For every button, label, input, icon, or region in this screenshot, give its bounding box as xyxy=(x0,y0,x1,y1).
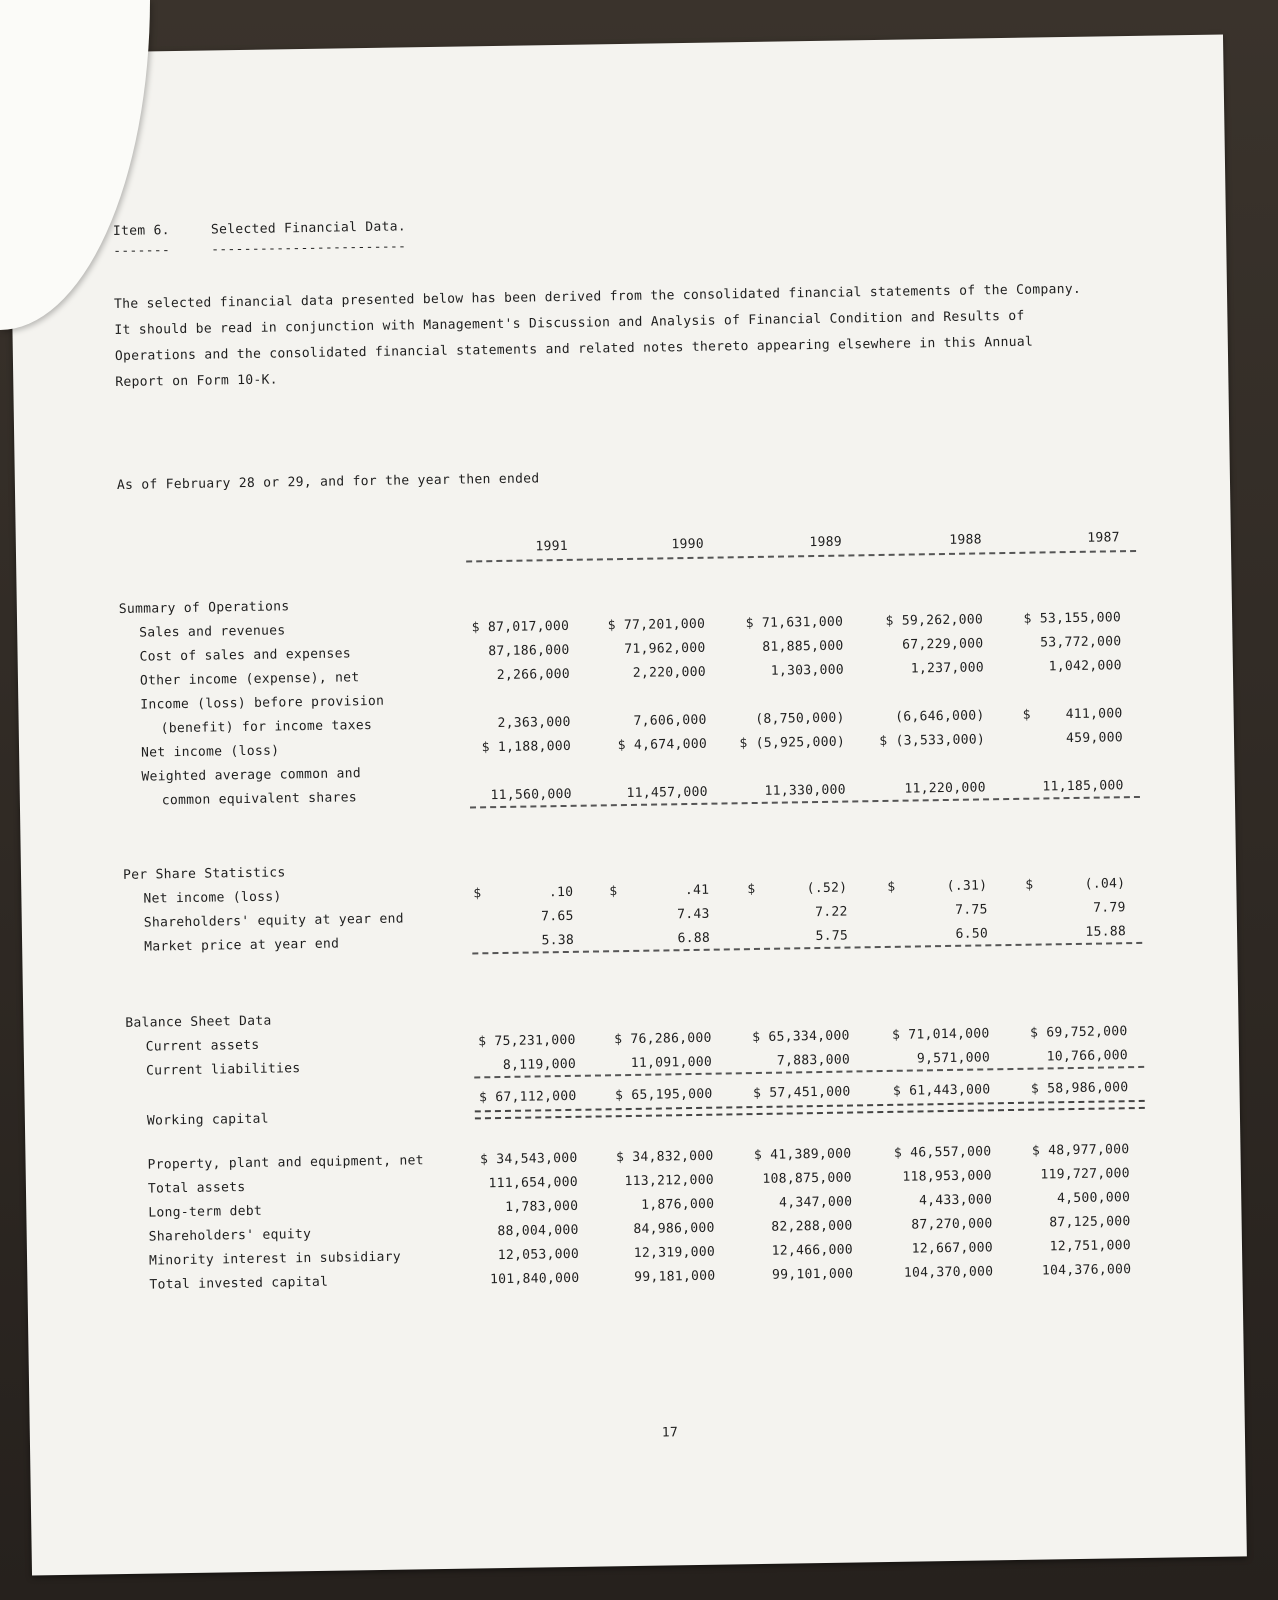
working-capital-value-1991: $ 67,112,000 xyxy=(478,1088,577,1106)
item-underline: ------- xyxy=(113,243,171,260)
cost-value-1987: 53,772,000 xyxy=(1040,634,1122,651)
market-price-value-1991: 5.38 xyxy=(541,932,575,949)
equity-per-share-value-1991: 7.65 xyxy=(541,908,574,925)
invested-capital-value-1990: 99,181,000 xyxy=(634,1268,716,1285)
equity-per-share-value-1990: 7.43 xyxy=(677,906,710,923)
document-page xyxy=(8,35,1247,1576)
weighted-shares-value-1987: 11,185,000 xyxy=(1042,778,1124,795)
label-market-price: Market price at year end xyxy=(144,936,340,955)
eps-dollar-1991: $ xyxy=(473,886,482,902)
label-cost: Cost of sales and expenses xyxy=(139,646,352,665)
other-income-value-1987: 1,042,000 xyxy=(1048,658,1122,675)
eps-value-1990: .41 xyxy=(684,882,710,899)
long-term-debt-value-1990: 1,876,000 xyxy=(641,1196,715,1213)
market-price-value-1989: 5.75 xyxy=(815,928,849,945)
current-liabilities-value-1991: 8,119,000 xyxy=(502,1056,577,1073)
equity-per-share-value-1988: 7.75 xyxy=(955,902,988,918)
shareholders-equity-value-1987: 87,125,000 xyxy=(1049,1214,1131,1231)
eps-dollar-1990: $ xyxy=(609,884,618,900)
label-net: Net income (loss) xyxy=(141,743,280,761)
label-equity-per-share: Shareholders' equity at year end xyxy=(143,911,404,931)
pretax-income-value-1989: (8,750,000) xyxy=(755,710,845,727)
shareholders-equity-value-1991: 88,004,000 xyxy=(497,1222,579,1240)
eps-value-1987: (.04) xyxy=(1084,876,1126,892)
summary-heading: Summary of Operations xyxy=(118,599,290,617)
eps-value-1991: .10 xyxy=(548,884,574,901)
intro-line-4: Report on Form 10-K. xyxy=(115,372,278,390)
ppe-value-1989: $ 41,389,000 xyxy=(753,1146,852,1164)
equity-per-share-value-1987: 7.79 xyxy=(1093,900,1126,916)
label-pretax-2: (benefit) for income taxes xyxy=(160,718,373,737)
intro-line-2: It should be read in conjunction with Management's Discussion and Analysis of Financial Condition and Results of xyxy=(114,308,1025,338)
minority-interest-value-1991: 12,053,000 xyxy=(497,1246,580,1264)
balance-heading: Balance Sheet Data xyxy=(125,1013,272,1031)
equity-per-share-value-1989: 7.22 xyxy=(815,904,848,921)
ppe-value-1991: $ 34,543,000 xyxy=(479,1150,578,1168)
sales-value-1988: $ 59,262,000 xyxy=(885,612,984,629)
market-price-value-1988: 6.50 xyxy=(955,926,989,942)
sales-value-1987: $ 53,155,000 xyxy=(1023,610,1122,627)
other-income-value-1989: 1,303,000 xyxy=(770,662,845,679)
sales-value-1989: $ 71,631,000 xyxy=(745,614,844,632)
long-term-debt-value-1987: 4,500,000 xyxy=(1056,1190,1131,1207)
current-assets-value-1990: $ 76,286,000 xyxy=(614,1030,712,1048)
pretax-income-value-1987: 411,000 xyxy=(1065,706,1123,723)
working-capital-value-1987: $ 58,986,000 xyxy=(1030,1080,1129,1097)
net-income-value-1987: 459,000 xyxy=(1066,730,1124,747)
label-working-capital: Working capital xyxy=(146,1111,269,1129)
eps-value-1988: (.31) xyxy=(946,878,988,894)
shareholders-equity-value-1988: 87,270,000 xyxy=(911,1216,993,1233)
current-assets-value-1991: $ 75,231,000 xyxy=(478,1032,576,1050)
cost-value-1989: 81,885,000 xyxy=(762,638,844,655)
sales-value-1991: $ 87,017,000 xyxy=(471,618,570,636)
weighted-shares-value-1989: 11,330,000 xyxy=(764,782,846,799)
pretax-income-value-1988: (6,646,000) xyxy=(895,708,985,725)
cost-value-1990: 71,962,000 xyxy=(624,640,706,658)
pretax-income-value-1990: 7,606,000 xyxy=(633,712,707,729)
label-shares-2: common equivalent shares xyxy=(161,790,358,809)
label-current-assets: Current assets xyxy=(145,1037,260,1055)
label-shares-1: Weighted average common and xyxy=(141,766,362,785)
shareholders-equity-value-1990: 84,986,000 xyxy=(633,1220,715,1237)
label-sales: Sales and revenues xyxy=(139,623,286,641)
current-assets-value-1988: $ 71,014,000 xyxy=(892,1026,990,1043)
pretax-income-value-1991: 2,363,000 xyxy=(497,714,571,732)
label-ppe: Property, plant and equipment, net xyxy=(147,1153,424,1173)
long-term-debt-value-1988: 4,433,000 xyxy=(918,1192,993,1209)
total-assets-value-1991: 111,654,000 xyxy=(488,1174,579,1192)
market-price-value-1990: 6.88 xyxy=(677,930,711,947)
current-liabilities-value-1987: 10,766,000 xyxy=(1046,1048,1129,1065)
label-shareholders-equity: Shareholders' equity xyxy=(148,1227,312,1245)
net-income-value-1989: $ (5,925,000) xyxy=(739,734,846,752)
invested-capital-value-1989: 99,101,000 xyxy=(772,1266,854,1283)
intro-line-1: The selected financial data presented below has been derived from the consolidated financial statements of the Company. xyxy=(113,281,1082,313)
net-income-value-1988: $ (3,533,000) xyxy=(879,732,986,750)
minority-interest-value-1990: 12,319,000 xyxy=(633,1244,716,1261)
sales-value-1990: $ 77,201,000 xyxy=(607,616,706,634)
year-header-1987: 1987 xyxy=(1087,530,1120,546)
per-share-heading: Per Share Statistics xyxy=(122,865,286,883)
ppe-value-1988: $ 46,557,000 xyxy=(893,1144,992,1161)
current-assets-value-1987: $ 69,752,000 xyxy=(1029,1024,1128,1041)
label-long-term-debt: Long-term debt xyxy=(148,1203,263,1221)
working-capital-value-1990: $ 65,195,000 xyxy=(614,1086,713,1104)
label-other: Other income (expense), net xyxy=(139,670,360,689)
shareholders-equity-value-1989: 82,288,000 xyxy=(771,1218,853,1235)
net-income-value-1990: $ 4,674,000 xyxy=(617,736,708,754)
year-header-1989: 1989 xyxy=(809,534,843,551)
long-term-debt-value-1989: 4,347,000 xyxy=(779,1194,853,1211)
current-liabilities-value-1988: 9,571,000 xyxy=(916,1050,991,1067)
minority-interest-value-1989: 12,466,000 xyxy=(771,1242,854,1259)
cost-value-1988: 67,229,000 xyxy=(902,636,984,653)
working-capital-value-1989: $ 57,451,000 xyxy=(752,1084,851,1102)
total-assets-value-1989: 108,875,000 xyxy=(762,1170,853,1187)
label-total-assets: Total assets xyxy=(147,1180,246,1197)
year-header-1990: 1990 xyxy=(671,536,705,553)
as-of-caption: As of February 28 or 29, and for the year then ended xyxy=(116,471,540,493)
market-price-value-1987: 15.88 xyxy=(1085,924,1127,940)
minority-interest-value-1988: 12,667,000 xyxy=(911,1240,994,1257)
other-income-value-1991: 2,266,000 xyxy=(496,666,571,684)
weighted-shares-value-1990: 11,457,000 xyxy=(626,784,708,802)
total-assets-value-1990: 113,212,000 xyxy=(624,1172,715,1190)
current-liabilities-value-1990: 11,091,000 xyxy=(630,1054,713,1071)
eps-dollar-1988: $ xyxy=(887,879,896,895)
ppe-value-1990: $ 34,832,000 xyxy=(615,1148,714,1166)
eps-dollar-1989: $ xyxy=(747,882,756,898)
net-dollar-1987: $ xyxy=(1022,707,1031,723)
year-header-1988: 1988 xyxy=(949,532,982,548)
other-income-value-1990: 2,220,000 xyxy=(632,664,707,681)
label-minority-interest: Minority interest in subsidiary xyxy=(148,1249,402,1269)
total-assets-value-1987: 119,727,000 xyxy=(1040,1166,1130,1183)
current-liabilities-value-1989: 7,883,000 xyxy=(776,1052,851,1069)
total-assets-value-1988: 118,953,000 xyxy=(902,1168,992,1185)
long-term-debt-value-1991: 1,783,000 xyxy=(505,1198,579,1215)
label-eps: Net income (loss) xyxy=(143,889,282,907)
invested-capital-value-1988: 104,370,000 xyxy=(903,1264,994,1281)
other-income-value-1988: 1,237,000 xyxy=(910,660,985,677)
label-invested-capital: Total invested capital xyxy=(149,1274,329,1293)
year-header-1991: 1991 xyxy=(535,538,569,555)
section-title: Selected Financial Data. xyxy=(210,219,407,238)
eps-dollar-1987: $ xyxy=(1025,877,1034,893)
page-number: 17 xyxy=(661,1425,679,1441)
invested-capital-value-1987: 104,376,000 xyxy=(1041,1262,1132,1279)
ppe-value-1987: $ 48,977,000 xyxy=(1031,1142,1130,1159)
label-current-liabilities: Current liabilities xyxy=(146,1061,301,1079)
weighted-shares-value-1988: 11,220,000 xyxy=(904,780,986,797)
item-number: Item 6. xyxy=(112,223,170,240)
label-pretax-1: Income (loss) before provision xyxy=(140,693,385,713)
invested-capital-value-1991: 101,840,000 xyxy=(489,1270,580,1288)
intro-line-3: Operations and the consolidated financial statements and related notes thereto appearing elsewhere in this Annual xyxy=(114,334,1034,364)
title-underline: ------------------------ xyxy=(211,239,407,258)
weighted-shares-value-1991: 11,560,000 xyxy=(490,786,572,804)
cost-value-1991: 87,186,000 xyxy=(488,642,570,660)
eps-value-1989: (.52) xyxy=(806,880,848,897)
net-income-value-1991: $ 1,188,000 xyxy=(481,738,572,756)
minority-interest-value-1987: 12,751,000 xyxy=(1049,1238,1132,1255)
current-assets-value-1989: $ 65,334,000 xyxy=(752,1028,850,1046)
working-capital-value-1988: $ 61,443,000 xyxy=(892,1082,991,1099)
